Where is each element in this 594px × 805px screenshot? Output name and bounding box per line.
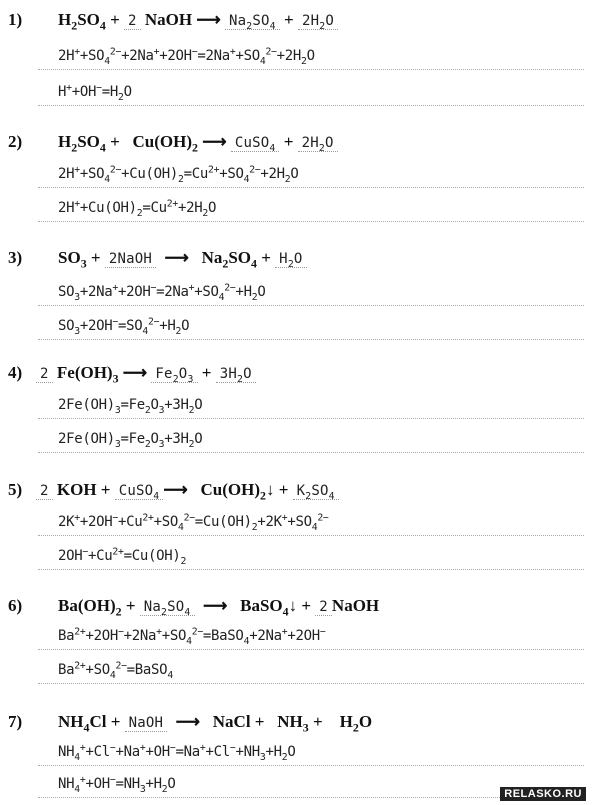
short-ionic-equation: $Ba^{2+}+SO_4^{2-}=BaSO_4$	[38, 662, 584, 684]
short-ionic-equation: $2OH^-+Cu^{2+}=Cu(OH)_2$	[38, 548, 584, 570]
molecular-equation: 2 KOH + CuSO$_4$ ⟶ $Cu(OH)_2↓ + K_2SO_4$	[36, 480, 339, 500]
short-ionic-equation: $NH_4^++OH^-=NH_3+H_2O$	[38, 776, 584, 798]
short-ionic-equation: $H^++OH^-=H_2O$	[38, 84, 584, 106]
short-ionic-equation: $2Fe(OH)_3=Fe_2O_3+3H_2O$	[38, 431, 584, 453]
task-number: 2)	[8, 132, 23, 151]
molecular-equation: $NH_4Cl$ + NaOH ⟶ NaCl + $NH_3$ + $H_2O$	[58, 712, 373, 735]
full-ionic-equation: $NH_4^++Cl^-+Na^++OH^-=Na^++Cl^-+NH_3+H_2O$	[38, 744, 584, 766]
task-number: 4)	[8, 363, 23, 382]
task-number: 6)	[8, 596, 23, 615]
full-ionic-equation: $2K^++2OH^-+Cu^{2+}+SO_4^{2-}=Cu(OH)_2+2K^++SO_4^{2-}$	[38, 514, 584, 536]
full-ionic-equation: $Ba^{2+}+2OH^-+2Na^++SO_4^{2-}=BaSO_4+2Na^++2OH^-$	[38, 628, 584, 650]
task-number: 5)	[8, 480, 23, 499]
task-number: 7)	[8, 712, 23, 731]
task-number: 1)	[8, 10, 23, 29]
molecular-equation: $SO_3$ + 2NaOH ⟶ $Na_2SO_4 + H_2O$	[58, 248, 307, 268]
watermark: RELASKO.RU	[500, 787, 586, 801]
molecular-equation: $Ba(OH)_2 + Na_2SO_4$ ⟶ BaSO$_4$↓ + 2 NaOH	[58, 596, 380, 619]
molecular-equation: $H_2SO_4 + 2$ NaOH ⟶ $Na_2SO_4 + 2H_2O$	[58, 10, 338, 30]
short-ionic-equation: $2H^++Cu(OH)_2=Cu^{2+}+2H_2O$	[38, 200, 584, 222]
full-ionic-equation: $2H^++SO_4^{2-}+Cu(OH)_2=Cu^{2+}+SO_4^{2-}+2H_2O$	[38, 166, 584, 188]
task-number: 3)	[8, 248, 23, 267]
molecular-equation: $H_2SO_4 + Cu(OH)_2$ ⟶ CuSO$_4$ + $2H_2O$	[58, 132, 338, 152]
short-ionic-equation: $SO_3+2OH^-=SO_4^{2-}+H_2O$	[38, 318, 584, 340]
full-ionic-equation: $SO_3+2Na^++2OH^-=2Na^++SO_4^{2-}+H_2O$	[38, 284, 584, 306]
full-ionic-equation: $2H^++SO_4^{2-}+2Na^++2OH^-=2Na^++SO_4^{2-}+2H_2O$	[38, 48, 584, 70]
full-ionic-equation: $2Fe(OH)_3=Fe_2O_3+3H_2O$	[38, 397, 584, 419]
molecular-equation: 2 $Fe(OH)_3$ ⟶ $Fe_2O_3 + 3H_2O$	[36, 363, 256, 383]
